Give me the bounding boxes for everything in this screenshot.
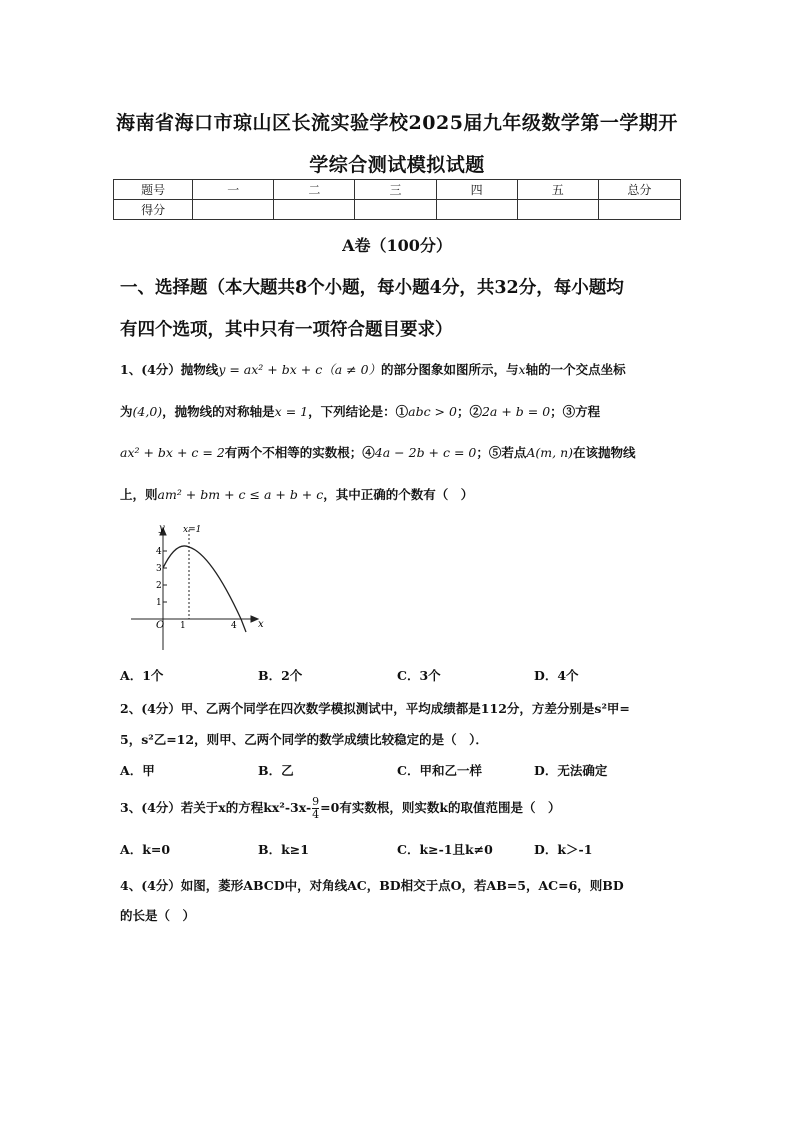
paper-part-heading: A卷（100分） — [342, 236, 452, 255]
q3-line1: 3、(4分）若关于x的方程kx²-3x- $\frac{9}{4}$ =0有实数根，则实数k的取值范围是（ ） — [120, 795, 561, 821]
q1-line1: 1、(4分）抛物线y = ax² + bx + c（a ≠ 0）的部分图象如图所示，与x轴的一个交点坐标 — [120, 362, 626, 377]
score-cell: 总分 — [598, 180, 680, 200]
score-cell: 题号 — [114, 180, 193, 200]
score-input-cell[interactable] — [355, 200, 436, 220]
score-input-cell[interactable] — [193, 200, 274, 220]
y-tick-label: 1 — [156, 598, 162, 608]
y-tick-label: 2 — [156, 581, 162, 591]
score-cell: 三 — [355, 180, 436, 200]
q1-option-a[interactable]: A．1个 — [120, 668, 164, 683]
q3-option-a[interactable]: A．k=0 — [120, 842, 171, 857]
q2-option-c[interactable]: C．甲和乙一样 — [397, 763, 482, 778]
q3-option-c[interactable]: C．k≥-1且k≠0 — [397, 842, 493, 857]
score-input-cell[interactable] — [274, 200, 355, 220]
q1-line3: ax² + bx + c = 2有两个不相等的实数根；④4a − 2b + c = 0；⑤若点A(m, n)在该抛物线 — [120, 445, 636, 460]
score-cell: 四 — [436, 180, 517, 200]
exam-title-line2: 学综合测试模拟试题 — [309, 154, 485, 176]
fraction: $\frac{9}{4}$ — [312, 795, 320, 821]
score-table-header-row — [114, 180, 681, 200]
q2-line2: 5，s²乙=12，则甲、乙两个同学的数学成绩比较稳定的是（ ）． — [120, 732, 488, 747]
score-table — [113, 179, 681, 220]
x-tick-label: 4 — [231, 621, 237, 631]
q4-line2: 的长是（ ） — [120, 908, 196, 923]
score-input-cell[interactable] — [517, 200, 598, 220]
section-heading-line2: 有四个选项，其中只有一项符合题目要求） — [120, 320, 453, 340]
q1-line4: 上，则am² + bm + c ≤ a + b + c，其中正确的个数有（ ） — [120, 487, 474, 502]
symmetry-axis-label: x=1 — [183, 525, 202, 535]
q2-option-a[interactable]: A．甲 — [120, 763, 155, 778]
origin-label: O — [156, 620, 165, 631]
score-cell: 五 — [517, 180, 598, 200]
q2-option-b[interactable]: B．乙 — [258, 763, 294, 778]
y-tick-label: 3 — [156, 564, 162, 574]
q3-option-b[interactable]: B．k≥1 — [258, 842, 309, 857]
x-axis-arrow-icon — [251, 616, 258, 622]
section-heading-line1: 一、选择题（本大题共8个小题，每小题4分，共32分，每小题均 — [120, 278, 624, 298]
y-axis-label: y — [159, 523, 165, 534]
score-cell: 一 — [193, 180, 274, 200]
q1-option-b[interactable]: B．2个 — [258, 668, 303, 683]
y-tick-label: 4 — [156, 547, 162, 557]
score-cell: 二 — [274, 180, 355, 200]
q2-option-d[interactable]: D．无法确定 — [534, 763, 608, 778]
x-axis-label: x — [258, 619, 264, 630]
q1-option-c[interactable]: C．3个 — [397, 668, 441, 683]
exam-title-line1: 海南省海口市琼山区长流实验学校2025届九年级数学第一学期开 — [116, 112, 678, 134]
score-input-cell[interactable] — [436, 200, 517, 220]
q1-option-d[interactable]: D．4个 — [534, 668, 579, 683]
q4-line1: 4、(4分）如图，菱形ABCD中，对角线AC，BD相交于点O，若AB=5，AC=6，则BD — [120, 878, 624, 893]
score-cell: 得分 — [114, 200, 193, 220]
parabola-figure — [126, 520, 266, 655]
score-table-score-row — [114, 200, 681, 220]
q3-option-d[interactable]: D．k＞-1 — [534, 842, 593, 857]
score-input-cell[interactable] — [598, 200, 680, 220]
x-tick-label: 1 — [180, 621, 186, 631]
q2-line1: 2、(4分）甲、乙两个同学在四次数学模拟测试中，平均成绩都是112分，方差分别是s²甲= — [120, 701, 630, 716]
q1-line2: 为(4,0)，抛物线的对称轴是x = 1，下列结论是：①abc > 0；②2a + b = 0；③方程 — [120, 404, 601, 419]
